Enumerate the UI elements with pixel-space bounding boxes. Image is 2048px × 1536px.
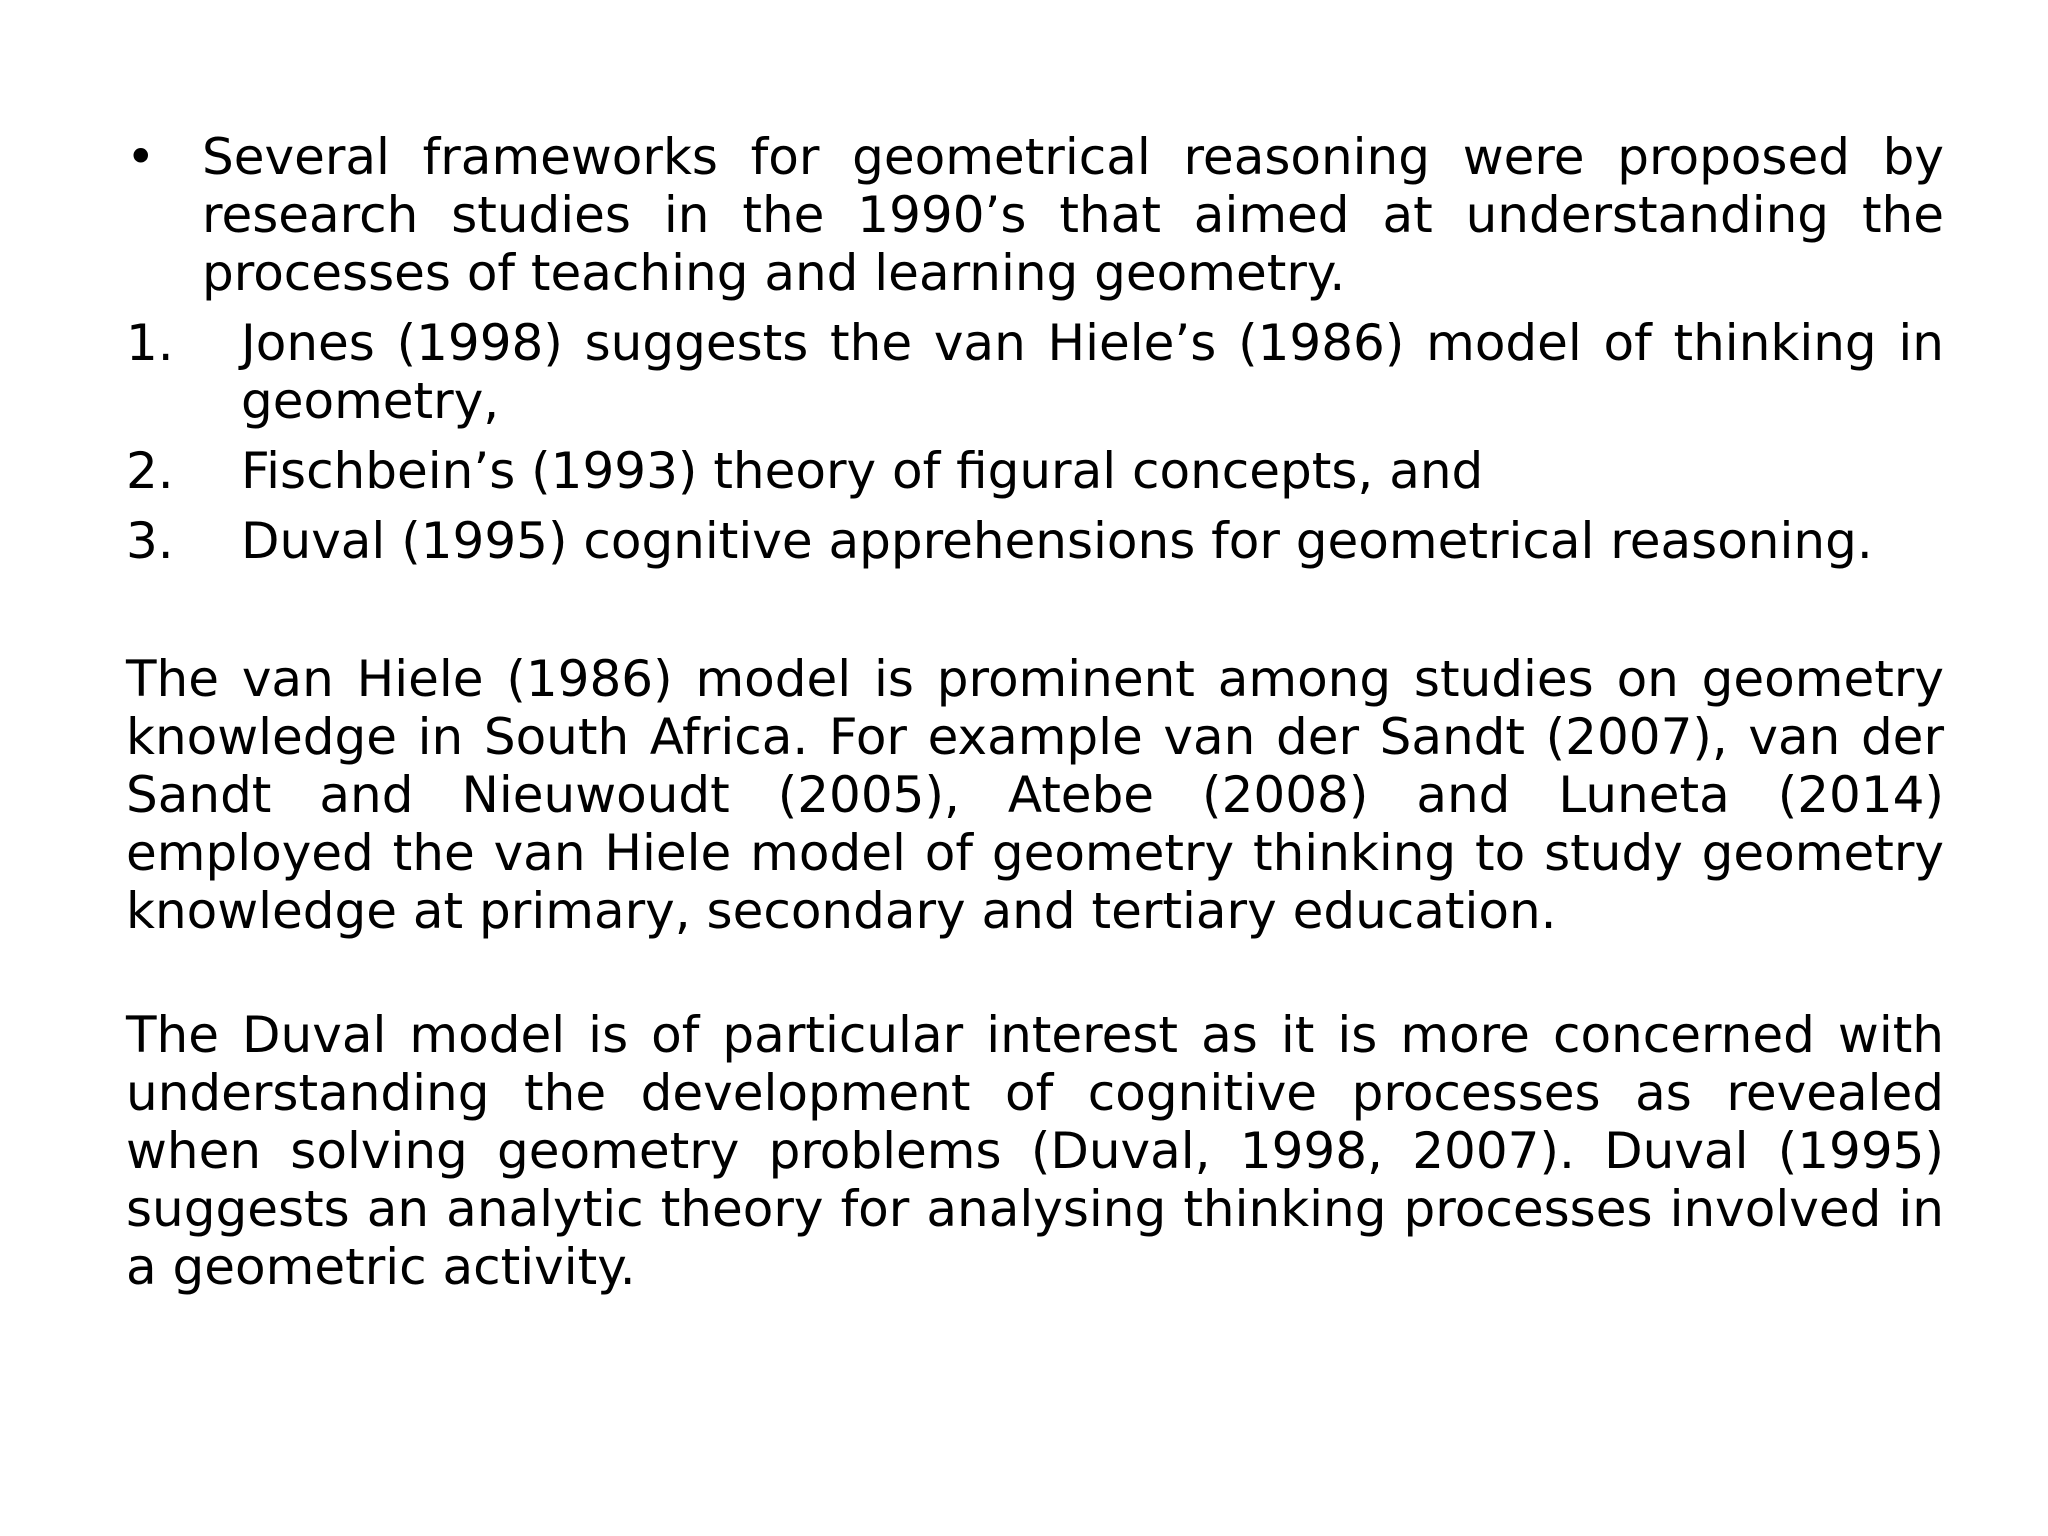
paragraph-van-hiele: The van Hiele (1986) model is prominent among studies on geometry knowledge in South Africa. For example van der Sandt (2007), van der Sandt and Nieuwoudt (2005), Atebe (2008) and Luneta (2014) employed the van Hiele model of geometry thinking to study geometry knowledge at primary, secondary and tertiary education. [126, 650, 1944, 940]
numbered-item-3 [126, 512, 1944, 570]
numbered-marker-1: 1. [126, 314, 174, 372]
bullet-text: Several frameworks for geometrical reasoning were proposed by research studies in the 1990’s that aimed at understanding the processes of teaching and learning geometry. [202, 128, 1944, 302]
numbered-marker-3: 3. [126, 512, 174, 570]
paragraph-duval: The Duval model is of particular interest as it is more concerned with understanding the development of cognitive processes as revealed when solving geometry problems (Duval, 1998, 2007). Duval (1995) suggests an analytic theory for analysing thinking processes involved in a geometric activity. [126, 1006, 1944, 1296]
numbered-text-1: Jones (1998) suggests the van Hiele’s (1986) model of thinking in geometry, [241, 314, 1944, 430]
slide-body [126, 128, 1944, 1296]
paragraph-spacer [126, 582, 1944, 650]
bullet-marker: • [126, 128, 156, 186]
numbered-text-2: Fischbein’s (1993) theory of figural concepts, and [241, 442, 1484, 500]
bullet-item [126, 128, 1944, 302]
paragraph-spacer [126, 940, 1944, 1006]
numbered-text-3: Duval (1995) cognitive apprehensions for geometrical reasoning. [241, 512, 1873, 570]
numbered-marker-2: 2. [126, 442, 174, 500]
numbered-item-2 [126, 442, 1944, 500]
numbered-item-1 [126, 314, 1944, 430]
